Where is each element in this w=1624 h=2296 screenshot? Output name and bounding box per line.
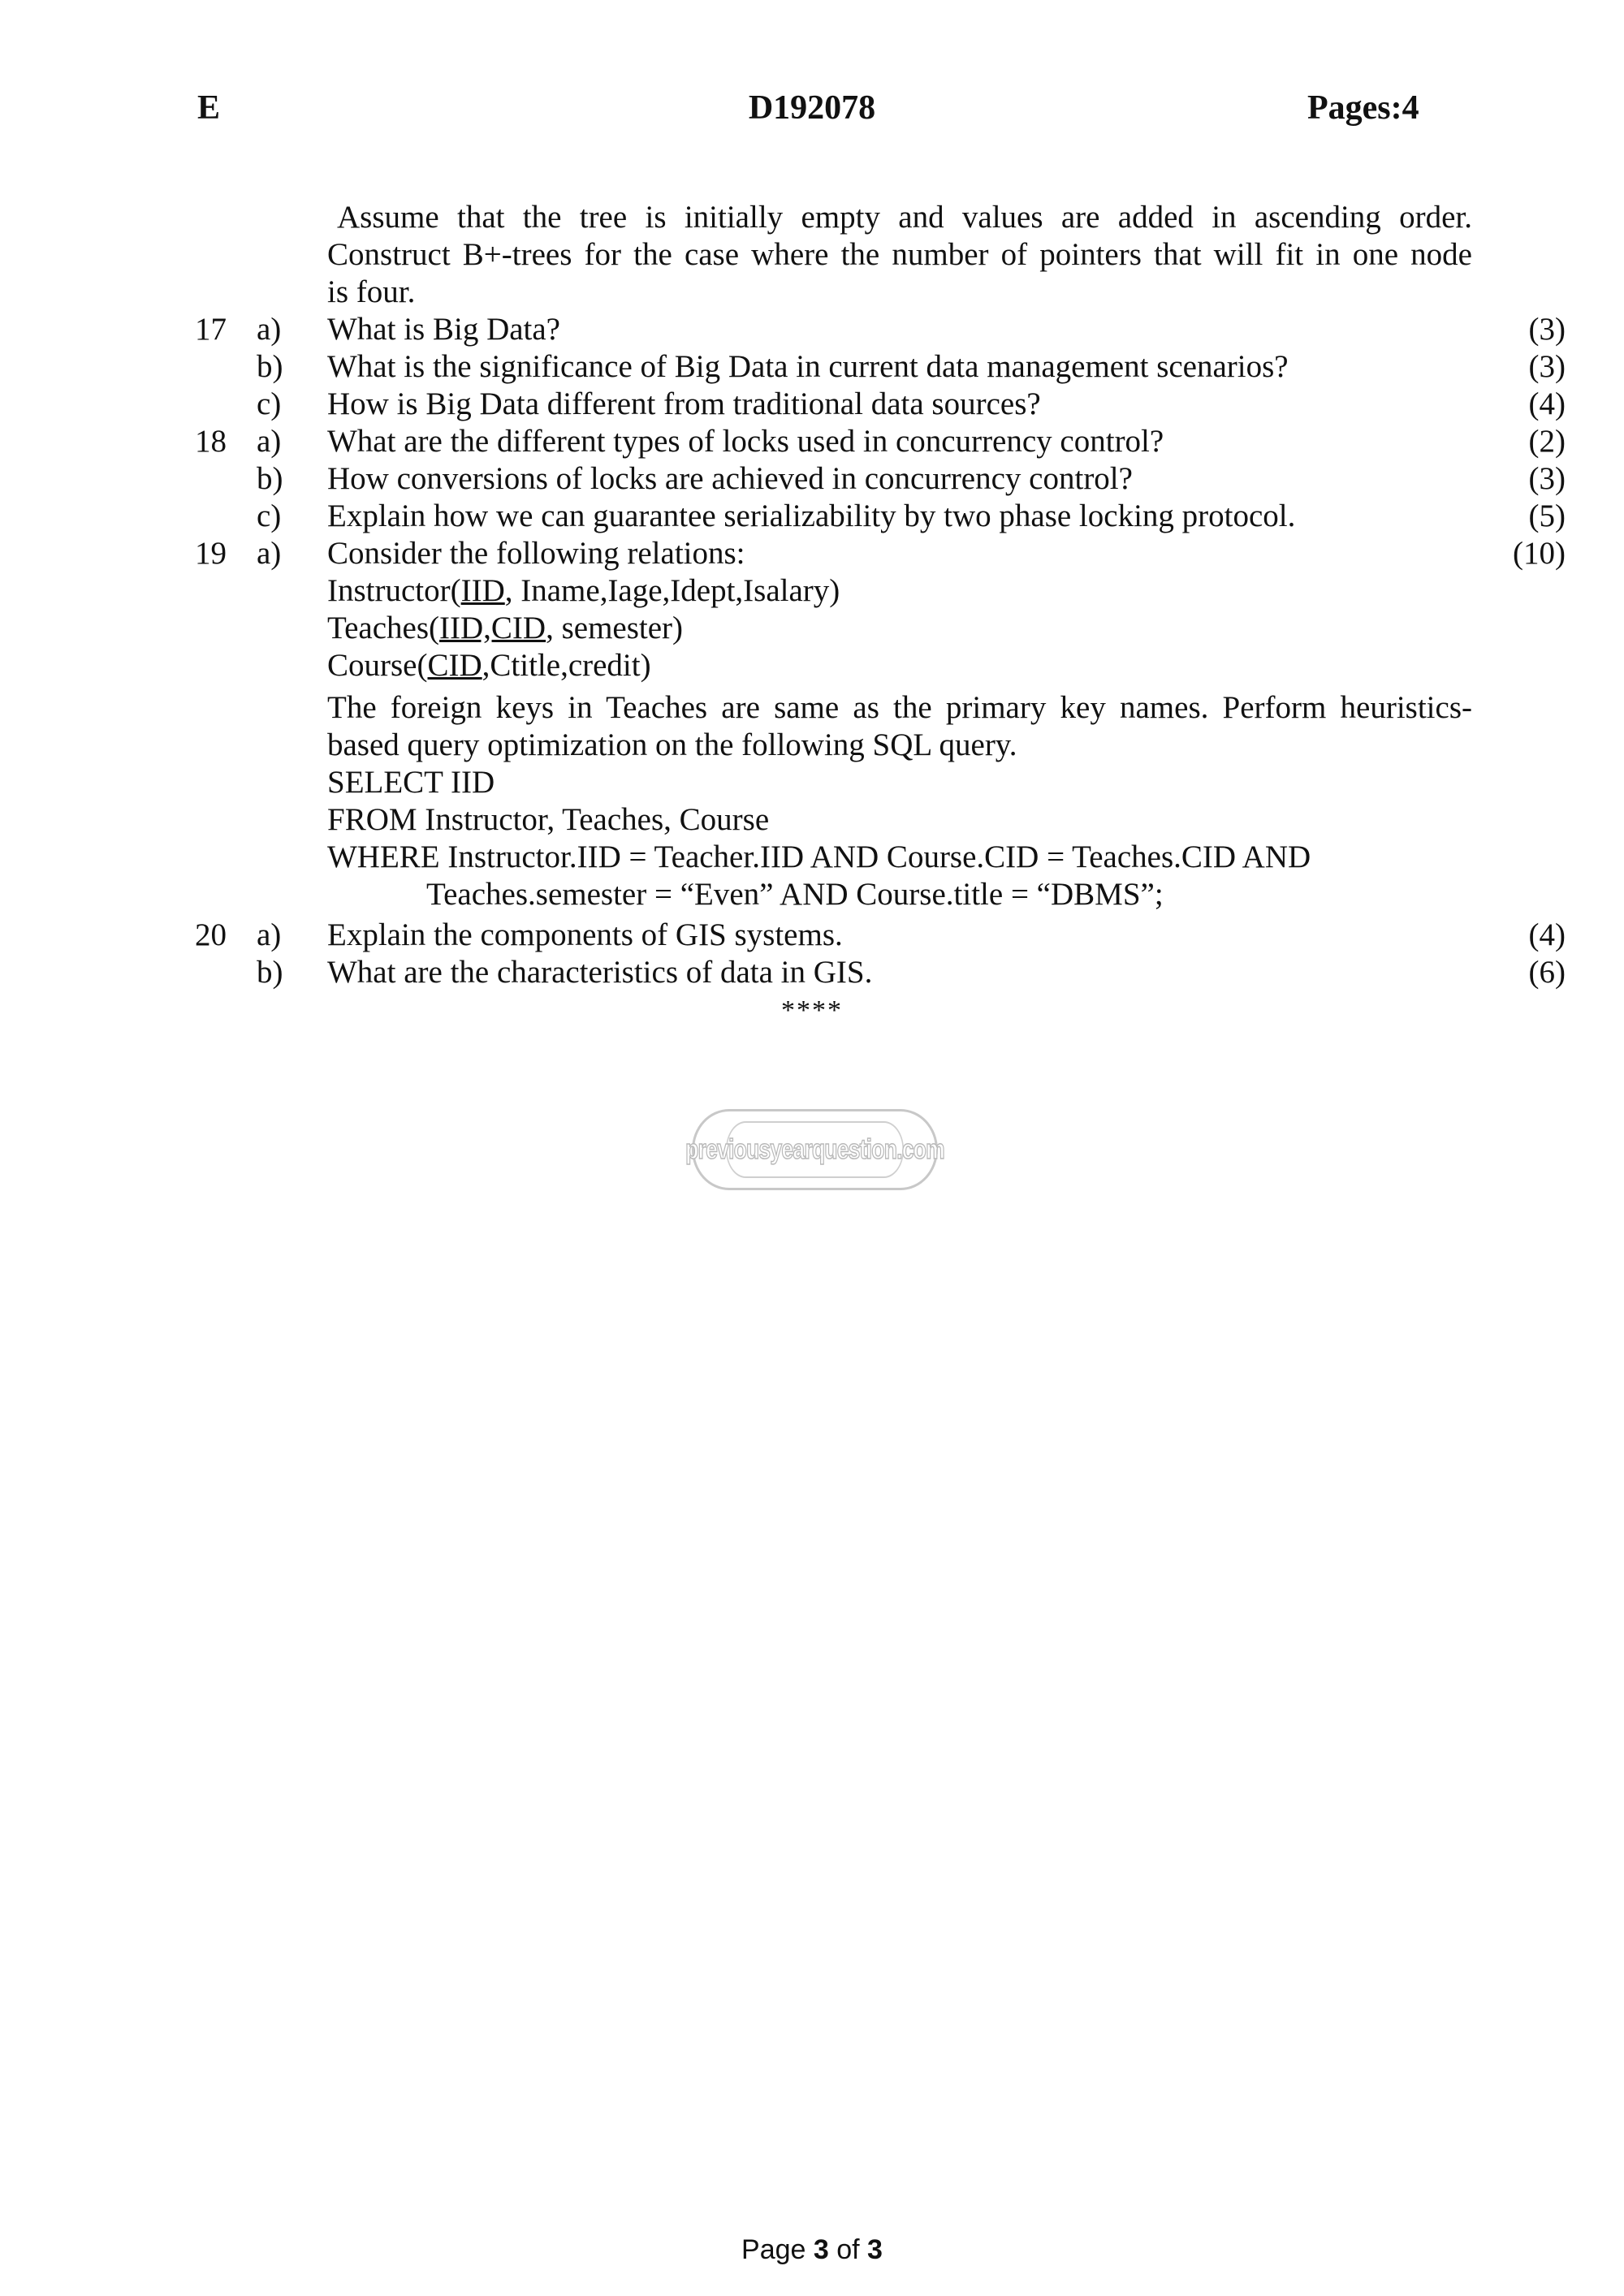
intro-line xyxy=(0,199,1624,236)
sql-text: FROM Instructor, Teaches, Course xyxy=(327,802,770,837)
page-footer xyxy=(0,2234,1624,2266)
relation-name: Course( xyxy=(327,648,428,683)
relation-name: Teaches( xyxy=(327,611,440,645)
question-17b xyxy=(0,348,1624,386)
sql-line xyxy=(0,876,1624,913)
sql-text: SELECT IID xyxy=(327,765,495,800)
question-text: What are the different types of locks used in concurrency control? xyxy=(327,424,1164,459)
question-paragraph xyxy=(0,689,1624,727)
sub-label: a) xyxy=(257,917,282,952)
primary-key: CID xyxy=(427,648,482,683)
marks: (4) xyxy=(1528,386,1566,421)
relation-course xyxy=(0,647,1624,684)
sub-label: b) xyxy=(257,955,283,990)
question-19a xyxy=(0,535,1624,572)
end-of-paper-marker: **** xyxy=(781,995,843,1025)
footer-total-pages: 3 xyxy=(867,2234,883,2265)
relation-teaches xyxy=(0,610,1624,647)
question-17a xyxy=(0,311,1624,348)
relation-text xyxy=(327,647,651,684)
paragraph-text: The foreign keys in Teaches are same as the primary key names. Perform heuristics- xyxy=(327,690,1472,725)
intro-text: Assume that the tree is initially empty and values are added in ascending order. xyxy=(337,200,1472,235)
question-paragraph xyxy=(0,727,1624,764)
sub-label: a) xyxy=(257,536,282,571)
primary-key: IID xyxy=(460,573,505,608)
sub-label: c) xyxy=(257,498,282,533)
relation-text xyxy=(327,572,840,610)
question-20b xyxy=(0,954,1624,991)
question-number: 20 xyxy=(195,917,227,952)
watermark-text: previousyearquestion.com xyxy=(726,1121,904,1178)
question-text: What is the significance of Big Data in current data management scenarios? xyxy=(327,349,1289,384)
primary-key: IID,CID xyxy=(439,611,546,645)
marks: (3) xyxy=(1528,461,1566,496)
sub-label: b) xyxy=(257,461,283,496)
question-number: 18 xyxy=(195,424,227,459)
marks: (10) xyxy=(1513,536,1566,571)
header-series: E xyxy=(197,89,221,127)
relation-attributes: , semester) xyxy=(546,611,684,645)
question-text: How conversions of locks are achieved in concurrency control? xyxy=(327,461,1133,496)
question-18c xyxy=(0,498,1624,535)
relation-text xyxy=(327,610,683,647)
question-number: 17 xyxy=(195,312,227,347)
question-text: Explain how we can guarantee serializability by two phase locking protocol. xyxy=(327,498,1296,533)
question-text: Consider the following relations: xyxy=(327,536,745,571)
footer-current-page: 3 xyxy=(813,2234,829,2265)
sql-line xyxy=(0,801,1624,839)
header-paper-code: D192078 xyxy=(748,89,876,127)
relation-attributes: ,Ctitle,credit) xyxy=(482,648,651,683)
question-18b xyxy=(0,460,1624,498)
intro-line xyxy=(0,236,1624,274)
intro-line xyxy=(0,274,1624,311)
footer-prefix: Page xyxy=(741,2234,814,2265)
sql-text: WHERE Instructor.IID = Teacher.IID AND Course.CID = Teaches.CID AND xyxy=(327,839,1311,874)
marks: (5) xyxy=(1528,498,1566,533)
relation-instructor xyxy=(0,572,1624,610)
question-text: Explain the components of GIS systems. xyxy=(327,917,843,952)
sub-label: c) xyxy=(257,386,282,421)
watermark-logo xyxy=(685,1109,944,1190)
question-18a xyxy=(0,423,1624,460)
sub-label: a) xyxy=(257,424,282,459)
intro-text: Construct B+-trees for the case where the number of pointers that will fit in one node xyxy=(327,237,1472,272)
question-17c xyxy=(0,386,1624,423)
marks: (3) xyxy=(1528,312,1566,347)
question-20a xyxy=(0,917,1624,954)
sub-label: a) xyxy=(257,312,282,347)
intro-text: is four. xyxy=(327,274,416,309)
marks: (2) xyxy=(1528,424,1566,459)
paragraph-text: based query optimization on the following SQL query. xyxy=(327,727,1017,762)
relation-attributes: , Iname,Iage,Idept,Isalary) xyxy=(504,573,840,608)
footer-middle: of xyxy=(828,2234,868,2265)
sql-line xyxy=(0,839,1624,876)
sql-line xyxy=(0,764,1624,801)
question-text: How is Big Data different from traditional data sources? xyxy=(327,386,1041,421)
marks: (4) xyxy=(1528,917,1566,952)
marks: (3) xyxy=(1528,349,1566,384)
sub-label: b) xyxy=(257,349,283,384)
question-text: What is Big Data? xyxy=(327,312,560,347)
question-text: What are the characteristics of data in GIS. xyxy=(327,955,873,990)
sql-text: Teaches.semester = “Even” AND Course.title = “DBMS”; xyxy=(426,877,1164,912)
question-number: 19 xyxy=(195,536,227,571)
relation-name: Instructor( xyxy=(327,573,461,608)
marks: (6) xyxy=(1528,955,1566,990)
header-pages: Pages:4 xyxy=(1307,89,1419,127)
